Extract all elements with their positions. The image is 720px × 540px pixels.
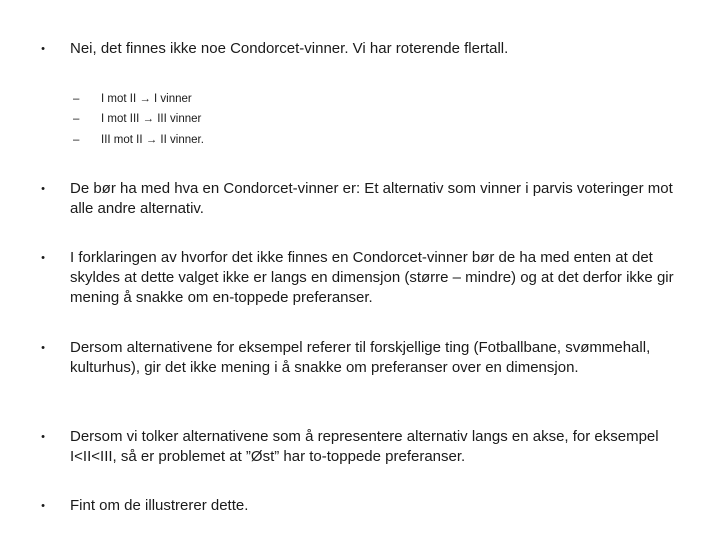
dash-icon: – <box>73 113 80 125</box>
bullet-text: Dersom vi tolker alternativene som å representere alternativ langs en akse, for eksempel I<II<III, så er problemet at ”Øst” har to-toppede preferanser. <box>70 428 659 465</box>
bullet-text: I forklaringen av hvorfor det ikke finnes en Condorcet-vinner bør de ha med enten at det skyldes at dette valget ikke er langs en dimensjon (større – mindre) og at det derfor ikke gir mening å snakke om en-toppede preferanser. <box>70 249 674 306</box>
bullet-text: Nei, det finnes ikke noe Condorcet-vinner. Vi har roterende flertall. <box>70 40 509 57</box>
bullet-icon: • <box>41 500 45 512</box>
bullet-text: Fint om de illustrerer dette. <box>70 497 249 514</box>
dash-icon: – <box>73 93 80 105</box>
bullet-icon: • <box>41 183 45 195</box>
bullet-icon: • <box>41 252 45 264</box>
bullet-text: De bør ha med hva en Condorcet-vinner er: Et alternativ som vinner i parvis voteringer mot alle andre alternativ. <box>70 180 673 217</box>
bullet-icon: • <box>41 43 45 55</box>
dash-icon: – <box>73 134 80 146</box>
sub-item-text: I mot III → III vinner <box>101 113 202 125</box>
sub-item-text: III mot II → II vinner. <box>101 134 204 146</box>
bullet-icon: • <box>41 342 45 354</box>
bullet-icon: • <box>41 431 45 443</box>
bullet-text: Dersom alternativene for eksempel referer til forskjellige ting (Fotballbane, svømmehall, kulturhus), gir det ikke mening i å snakke om preferanser over en dimensjon. <box>70 339 651 376</box>
sub-item-text: I mot II → I vinner <box>101 93 192 105</box>
